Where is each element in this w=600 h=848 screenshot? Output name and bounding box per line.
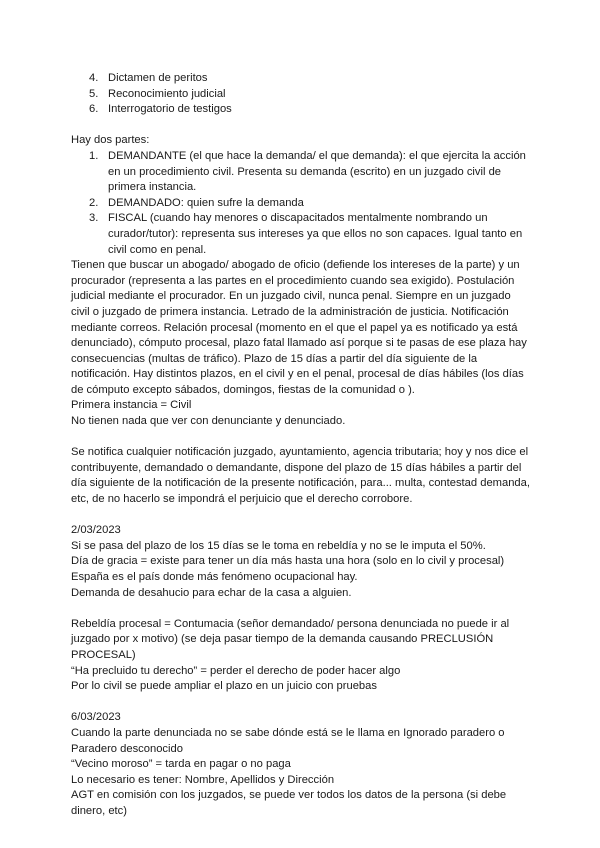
- document-page: [71, 71, 531, 820]
- list-item: [71, 71, 531, 87]
- list-item: [71, 87, 531, 103]
- list-text: FISCAL (cuando hay menores o discapacitados mentalmente nombrando un curador/tutor): representa sus intereses ya que ellos no son capaces. Igual tanto en civil como en penal.: [108, 212, 523, 256]
- list-number: 4.: [89, 72, 99, 84]
- list-number: 1.: [89, 149, 99, 162]
- list-number: 3.: [89, 212, 99, 225]
- partes-intro: Hay dos partes:: [71, 134, 150, 147]
- note-line: Demanda de desahucio para echar de la casa a alguien.: [71, 586, 352, 599]
- spacer: [71, 695, 531, 711]
- line-nada-que-ver: No tienen nada que ver con denunciante y denunciado.: [71, 415, 346, 428]
- line-vecino-moroso: “Vecino moroso” = tarda en pagar o no paga: [71, 758, 291, 771]
- paragraph-abogado: Tienen que buscar un abogado/ abogado de oficio (defiende los intereses de la parte) y un procurador (representa a las partes en el procedimiento cuando sea exigido). Postulación judicial mediante el procurador. En un juzgado civil, nunca penal. Siempre en un juzgado civil o juzgado de primera instancia. Letrado de la administración de justicia. Notificación mediante correos. Relación procesal (momento en el que el papel ya es notificado ya está denunciado), cómputo procesal, plazo fatal llamado así porque si te pasas de ese plaza hay consecuencias (multas de tráfico). Plazo de 15 días a partir del día siguiente de la notificación. Hay distintos plazos, en el civil y en el penal, procesal de días hábiles (los días de cómputo excepto sábados, domingos, fiestas de la comunidad o ).: [71, 259, 527, 396]
- paragraph-agt: AGT en comisión con los juzgados, se puede ver todos los datos de la persona (si debe dinero, etc): [71, 789, 507, 817]
- paragraph-ignorado-paradero: Cuando la parte denunciada no se sabe dónde está se le llama en Ignorado paradero o Paradero desconocido: [71, 726, 505, 755]
- line-precluido: “Ha precluido tu derecho” = perder el derecho de poder hacer algo: [71, 664, 401, 677]
- list-text: DEMANDADO: quien sufre la demanda: [108, 196, 304, 209]
- list-item: [71, 149, 531, 196]
- note-line: Día de gracia = existe para tener un día más hasta una hora (solo en lo civil y procesal): [71, 555, 505, 568]
- line-primera-instancia: Primera instancia = Civil: [71, 399, 192, 412]
- spacer: [71, 118, 531, 134]
- list-text: Interrogatorio de testigos: [108, 103, 232, 116]
- date-heading: 6/03/2023: [71, 711, 121, 724]
- list-number: 2.: [89, 196, 99, 209]
- list-item: [71, 196, 531, 212]
- paragraph-rebeldia: Rebeldía procesal = Contumacia (señor demandado/ persona denunciada no puede ir al juzgado por x motivo) (se deja pasar tiempo de la demanda causando PRECLUSIÓN PROCESAL): [71, 617, 510, 661]
- line-necesario: Lo necesario es tener: Nombre, Apellidos y Dirección: [71, 773, 335, 786]
- list-text: Reconocimiento judicial: [108, 87, 226, 100]
- partes-numbered-list: [71, 149, 531, 258]
- note-line: Si se pasa del plazo de los 15 días se le toma en rebeldía y no se le imputa el 50%.: [71, 539, 486, 552]
- list-text: Dictamen de peritos: [108, 72, 208, 84]
- paragraph-notificacion: Se notifica cualquier notificación juzgado, ayuntamiento, agencia tributaria; hoy y nos dice el contribuyente, demandado o demandante, dispone del plazo de 15 días hábiles a partir del día siguiente de la notificación de la presente notificación, para... multa, contestad demanda, etc, de no hacerlo se impondrá el perjuicio que el derecho corrobore.: [71, 446, 530, 506]
- list-item: [71, 211, 531, 258]
- top-numbered-list: [71, 71, 531, 118]
- line-ampliar-plazo: Por lo civil se puede ampliar el plazo en un juicio con pruebas: [71, 680, 377, 693]
- spacer: [71, 430, 531, 446]
- spacer: [71, 601, 531, 617]
- date-heading: 2/03/2023: [71, 524, 121, 537]
- spacer: [71, 508, 531, 524]
- list-item: [71, 102, 531, 118]
- list-number: 6.: [89, 103, 99, 116]
- note-line: España es el país donde más fenómeno ocupacional hay.: [71, 571, 358, 583]
- list-number: 5.: [89, 87, 99, 100]
- list-text: DEMANDANTE (el que hace la demanda/ el que demanda): el que ejercita la acción en un procedimiento civil. Presenta su demanda (escrito) en un juzgado civil de primera instancia.: [108, 149, 526, 194]
